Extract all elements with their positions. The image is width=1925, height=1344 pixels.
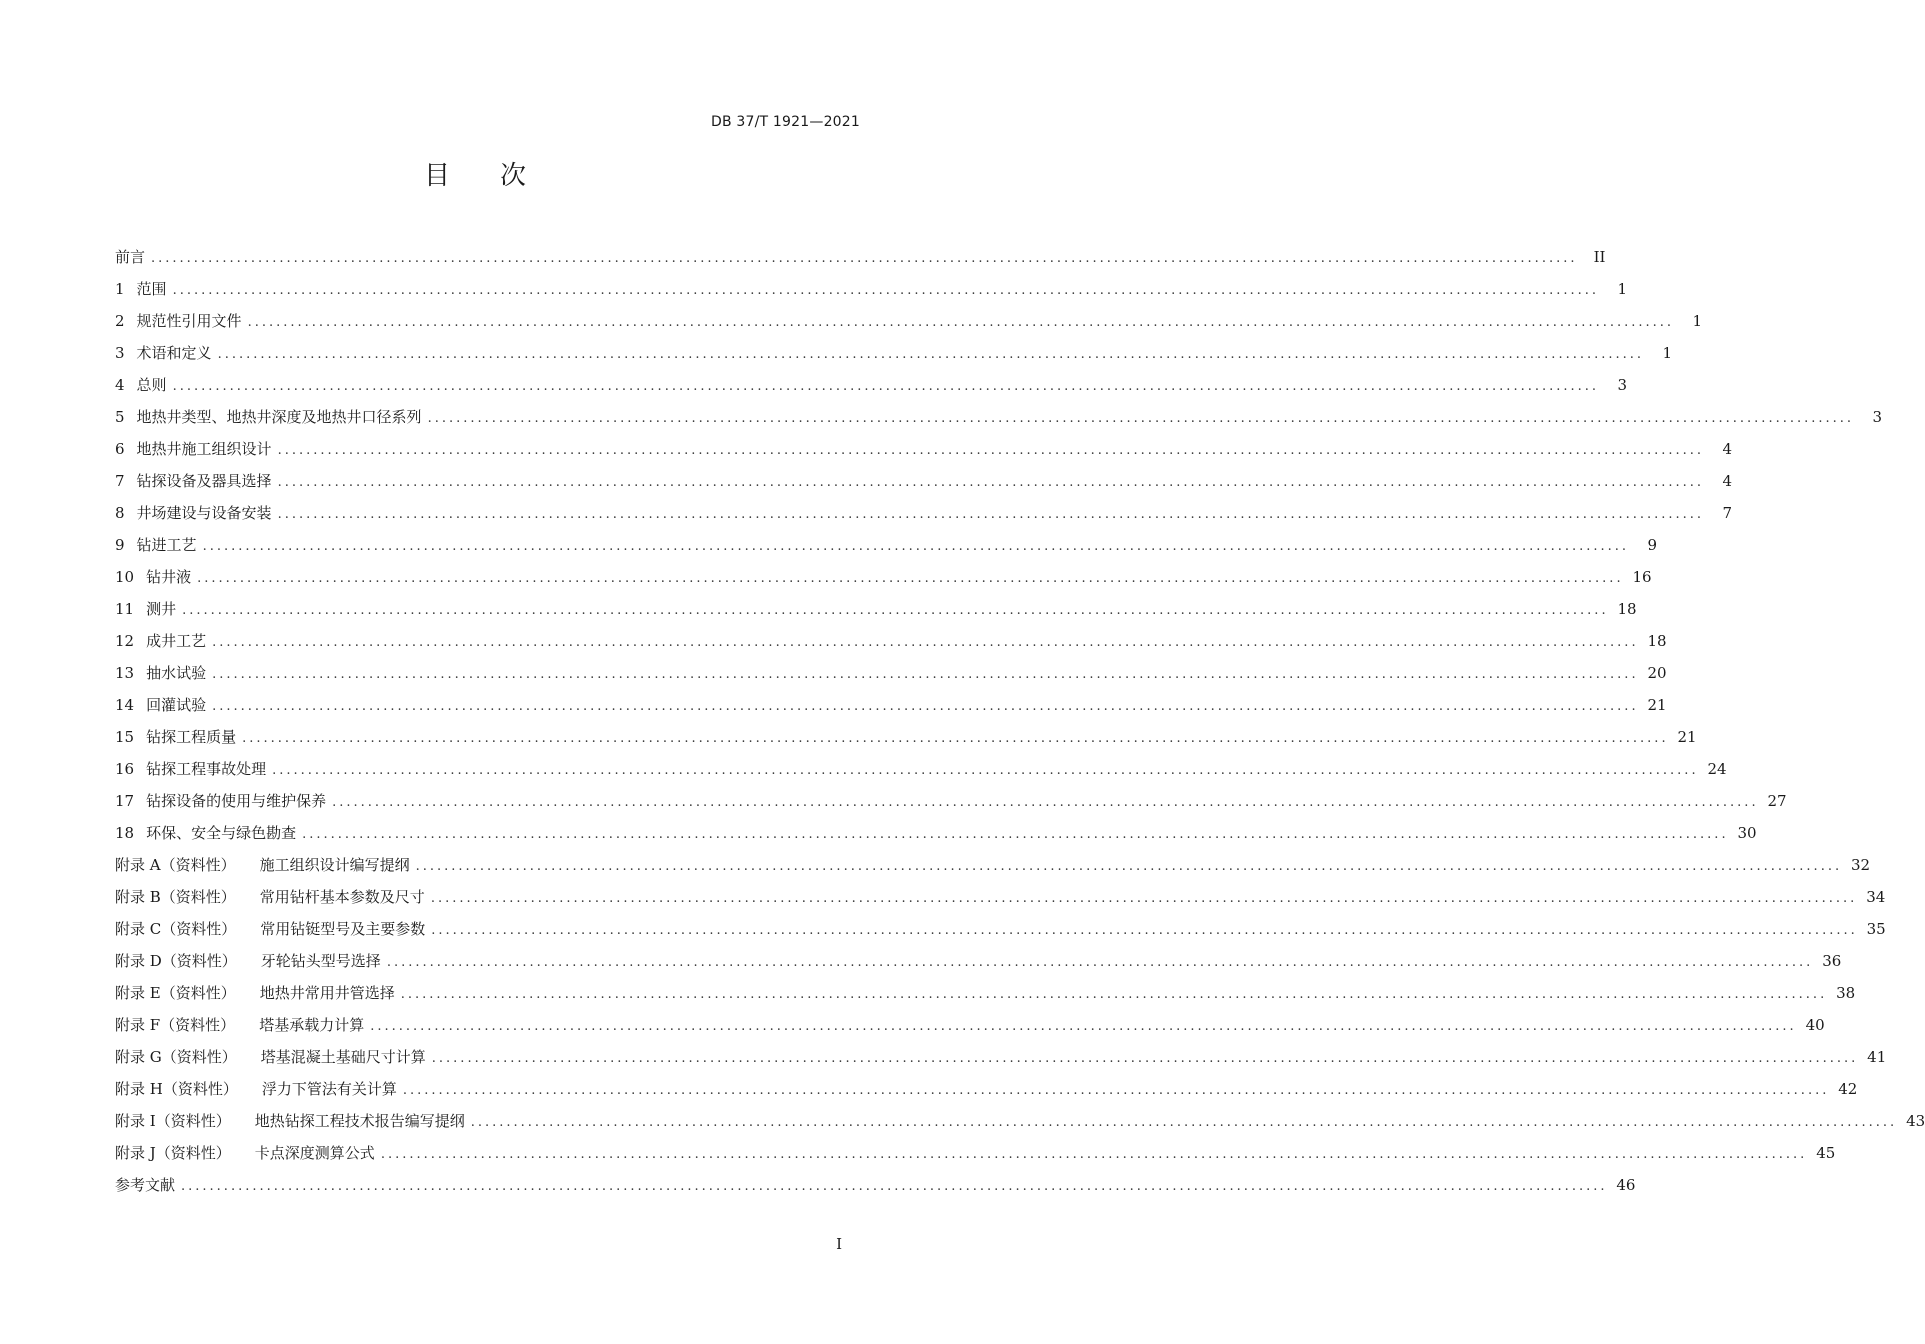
dot-leader: ........................................................................................................................................................................................................	[197, 571, 1624, 586]
toc-entry[interactable]	[115, 721, 1697, 753]
toc-entry-title: 前言	[115, 248, 146, 266]
toc-entry-page: 35	[1866, 920, 1886, 938]
toc-entry-number: 3	[115, 344, 125, 362]
dot-leader: ........................................................................................................................................................................................................	[181, 1179, 1608, 1194]
dot-leader: ........................................................................................................................................................................................................	[212, 667, 1639, 682]
toc-entry[interactable]	[115, 241, 1606, 273]
dot-leader: ........................................................................................................................................................................................................	[332, 795, 1759, 810]
toc-entry-title: 卡点深度测算公式	[254, 1144, 375, 1162]
dot-leader: ........................................................................................................................................................................................................	[427, 411, 1855, 426]
toc-entry-title: 塔基混凝土基础尺寸计算	[260, 1048, 426, 1066]
toc-entry-page: 18	[1617, 600, 1637, 618]
toc-entry-page: 3	[1617, 376, 1628, 394]
toc-entry-number: 15	[115, 728, 135, 746]
toc-entry[interactable]	[115, 977, 1856, 1009]
toc-entry-title: 常用钻杆基本参数及尺寸	[259, 888, 425, 906]
toc-entry-title: 钻探工程事故处理	[146, 760, 267, 778]
dot-leader: ........................................................................................................................................................................................................	[182, 603, 1609, 618]
toc-entry-page: 30	[1737, 824, 1757, 842]
dot-leader: ........................................................................................................................................................................................................	[370, 1019, 1797, 1034]
toc-entry-number: 附录 I（资料性）	[115, 1112, 231, 1130]
dot-leader: ........................................................................................................................................................................................................	[431, 1051, 1859, 1066]
dot-leader: ........................................................................................................................................................................................................	[386, 955, 1814, 970]
toc-entry-title: 环保、安全与绿色勘查	[146, 824, 297, 842]
toc-entry[interactable]	[115, 369, 1628, 401]
toc-entry-page: 42	[1838, 1080, 1858, 1098]
toc-entry-title: 钻探工程质量	[146, 728, 237, 746]
toc-entry-title: 规范性引用文件	[136, 312, 242, 330]
dot-leader: ........................................................................................................................................................................................................	[431, 923, 1858, 938]
dot-leader: ........................................................................................................................................................................................................	[247, 315, 1675, 330]
toc-entry-title: 钻探设备的使用与维护保养	[146, 792, 327, 810]
dot-leader: ........................................................................................................................................................................................................	[430, 891, 1858, 906]
toc-entry-page: 4	[1722, 440, 1733, 458]
toc-entry-page: 45	[1816, 1144, 1836, 1162]
toc-entry-title: 井场建设与设备安装	[136, 504, 272, 522]
toc-entry-number: 6	[115, 440, 125, 458]
page-title: 目次	[423, 161, 576, 191]
toc-entry[interactable]	[115, 1073, 1858, 1105]
toc-entry-page: 18	[1647, 632, 1667, 650]
toc-entry-page: 1	[1662, 344, 1673, 362]
toc-entry-title: 钻井液	[146, 568, 192, 586]
toc-entry[interactable]	[115, 1105, 1925, 1137]
toc-entry-number: 附录 C（资料性）	[115, 920, 237, 938]
toc-entry-number: 18	[115, 824, 135, 842]
dot-leader: ........................................................................................................................................................................................................	[172, 283, 1600, 298]
toc-entry-title: 施工组织设计编写提纲	[259, 856, 410, 874]
toc-entry[interactable]	[115, 657, 1667, 689]
dot-leader: ........................................................................................................................................................................................................	[272, 763, 1699, 778]
toc-entry-page: 27	[1767, 792, 1787, 810]
toc-entry-page: 41	[1867, 1048, 1887, 1066]
toc-entry-number: 13	[115, 664, 135, 682]
toc-entry-title: 浮力下管法有关计算	[261, 1080, 397, 1098]
toc-entry-page: II	[1593, 248, 1606, 266]
toc-entry[interactable]	[115, 337, 1673, 369]
toc-entry-number: 17	[115, 792, 135, 810]
toc-entry-page: 16	[1632, 568, 1652, 586]
table-of-contents	[115, 241, 1925, 1201]
toc-entry-number: 附录 D（资料性）	[115, 952, 237, 970]
toc-entry-title: 钻探设备及器具选择	[136, 472, 272, 490]
toc-entry[interactable]	[115, 273, 1628, 305]
toc-entry[interactable]	[115, 1009, 1825, 1041]
toc-entry[interactable]	[115, 465, 1733, 497]
toc-entry-page: 20	[1647, 664, 1667, 682]
toc-entry-title: 地热井施工组织设计	[136, 440, 272, 458]
page-number: I	[836, 1235, 842, 1253]
toc-entry-number: 附录 A（资料性）	[115, 856, 236, 874]
document-code: DB 37/T 1921—2021	[710, 114, 860, 130]
toc-entry-number: 9	[115, 536, 125, 554]
toc-entry-title: 地热井类型、地热井深度及地热井口径系列	[136, 408, 422, 426]
toc-entry-title: 回灌试验	[146, 696, 207, 714]
toc-entry-title: 钻进工艺	[136, 536, 197, 554]
toc-entry-number: 1	[115, 280, 125, 298]
toc-entry[interactable]	[115, 785, 1787, 817]
toc-entry-number: 附录 J（资料性）	[115, 1144, 231, 1162]
toc-entry-page: 43	[1906, 1112, 1925, 1130]
toc-entry[interactable]	[115, 1169, 1636, 1201]
dot-leader: ........................................................................................................................................................................................................	[402, 1083, 1830, 1098]
toc-entry-title: 地热钻探工程技术报告编写提纲	[254, 1112, 465, 1130]
dot-leader: ........................................................................................................................................................................................................	[212, 635, 1639, 650]
toc-entry[interactable]	[115, 305, 1703, 337]
toc-entry-number: 附录 G（资料性）	[115, 1048, 237, 1066]
toc-entry-title: 塔基承载力计算	[259, 1016, 365, 1034]
toc-entry-title: 抽水试验	[146, 664, 207, 682]
dot-leader: ........................................................................................................................................................................................................	[202, 539, 1630, 554]
toc-entry[interactable]	[115, 945, 1842, 977]
toc-entry-title: 总则	[136, 376, 167, 394]
toc-entry-number: 7	[115, 472, 125, 490]
toc-entry-number: 12	[115, 632, 135, 650]
dot-leader: ........................................................................................................................................................................................................	[380, 1147, 1808, 1162]
toc-entry[interactable]	[115, 689, 1667, 721]
toc-entry-number: 16	[115, 760, 135, 778]
dot-leader: ........................................................................................................................................................................................................	[470, 1115, 1898, 1130]
toc-entry-number: 14	[115, 696, 135, 714]
toc-entry[interactable]	[115, 849, 1871, 881]
dot-leader: ........................................................................................................................................................................................................	[277, 507, 1705, 522]
dot-leader: ........................................................................................................................................................................................................	[212, 699, 1639, 714]
toc-entry-page: 46	[1616, 1176, 1636, 1194]
toc-entry-page: 1	[1617, 280, 1628, 298]
toc-entry-title: 测井	[146, 600, 177, 618]
toc-entry-page: 21	[1647, 696, 1667, 714]
dot-leader: ........................................................................................................................................................................................................	[302, 827, 1729, 842]
toc-entry[interactable]	[115, 561, 1652, 593]
toc-entry-title: 参考文献	[115, 1176, 176, 1194]
toc-entry-number: 附录 F（资料性）	[115, 1016, 236, 1034]
dot-leader: ........................................................................................................................................................................................................	[415, 859, 1843, 874]
toc-entry[interactable]	[115, 913, 1886, 945]
dot-leader: ........................................................................................................................................................................................................	[277, 443, 1705, 458]
toc-entry-number: 4	[115, 376, 125, 394]
toc-entry-number: 11	[115, 600, 135, 618]
toc-entry-page: 24	[1707, 760, 1727, 778]
dot-leader: ........................................................................................................................................................................................................	[217, 347, 1645, 362]
toc-entry-page: 7	[1722, 504, 1733, 522]
toc-entry-page: 3	[1872, 408, 1883, 426]
toc-entry-title: 地热井常用井管选择	[259, 984, 395, 1002]
toc-entry-number: 10	[115, 568, 135, 586]
toc-entry-page: 40	[1805, 1016, 1825, 1034]
toc-entry-page: 21	[1677, 728, 1697, 746]
toc-entry-page: 38	[1836, 984, 1856, 1002]
toc-entry-page: 34	[1866, 888, 1886, 906]
dot-leader: ........................................................................................................................................................................................................	[400, 987, 1828, 1002]
toc-entry-title: 术语和定义	[136, 344, 212, 362]
toc-entry-title: 常用钻铤型号及主要参数	[260, 920, 426, 938]
toc-entry-page: 36	[1822, 952, 1842, 970]
toc-entry[interactable]	[115, 817, 1757, 849]
dot-leader: ........................................................................................................................................................................................................	[151, 251, 1578, 266]
toc-entry[interactable]	[115, 625, 1667, 657]
toc-entry-number: 附录 E（资料性）	[115, 984, 236, 1002]
toc-entry-page: 4	[1722, 472, 1733, 490]
toc-entry[interactable]	[115, 1137, 1836, 1169]
toc-entry[interactable]	[115, 529, 1658, 561]
toc-entry[interactable]	[115, 401, 1883, 433]
toc-entry-page: 32	[1851, 856, 1871, 874]
toc-entry[interactable]	[115, 593, 1637, 625]
toc-entry-title: 牙轮钻头型号选择	[260, 952, 381, 970]
toc-entry-number: 8	[115, 504, 125, 522]
toc-entry[interactable]	[115, 433, 1733, 465]
toc-entry-title: 范围	[136, 280, 167, 298]
toc-entry[interactable]	[115, 753, 1727, 785]
toc-entry-title: 成井工艺	[146, 632, 207, 650]
dot-leader: ........................................................................................................................................................................................................	[277, 475, 1705, 490]
toc-entry-number: 5	[115, 408, 125, 426]
toc-entry-number: 附录 B（资料性）	[115, 888, 236, 906]
toc-entry[interactable]	[115, 497, 1733, 529]
dot-leader: ........................................................................................................................................................................................................	[242, 731, 1669, 746]
toc-entry[interactable]	[115, 1041, 1887, 1073]
toc-entry[interactable]	[115, 881, 1886, 913]
toc-entry-page: 1	[1692, 312, 1703, 330]
toc-entry-number: 附录 H（资料性）	[115, 1080, 238, 1098]
toc-entry-number: 2	[115, 312, 125, 330]
toc-entry-page: 9	[1647, 536, 1658, 554]
dot-leader: ........................................................................................................................................................................................................	[172, 379, 1600, 394]
